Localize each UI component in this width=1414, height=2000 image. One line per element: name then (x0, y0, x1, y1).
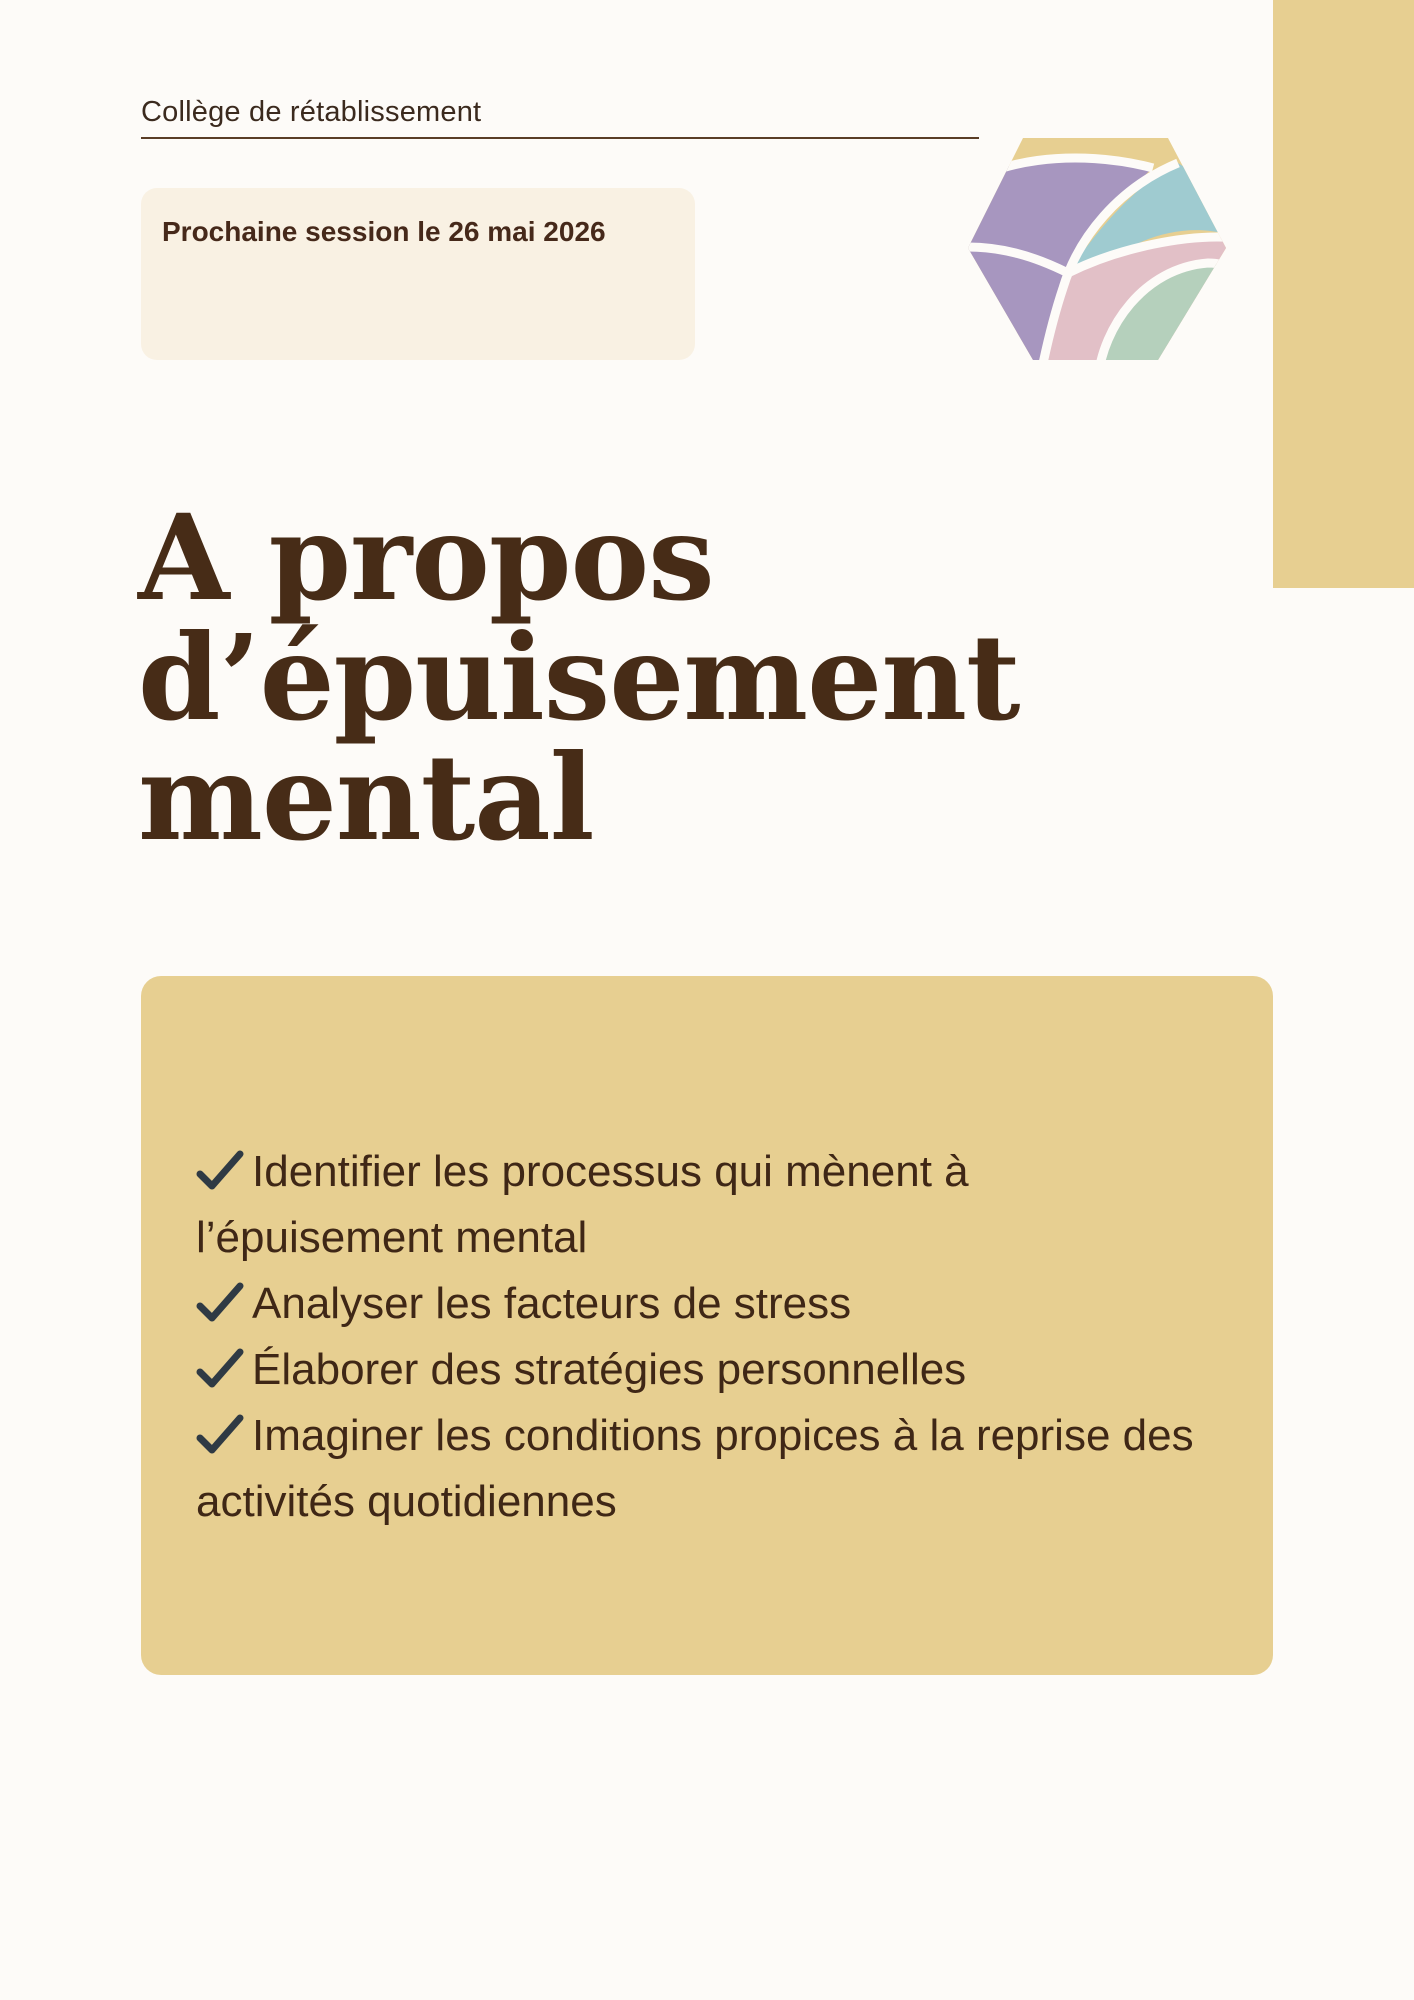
objective-text: Identifier les processus qui mènent à l’épuisement mental (196, 1147, 969, 1262)
title-line-1: A propos (138, 488, 714, 627)
list-item (196, 1337, 1226, 1403)
title-line-3: mental (138, 728, 594, 867)
checkmark-icon (196, 1346, 244, 1390)
checkmark-icon (196, 1148, 244, 1192)
checkmark-icon (196, 1412, 244, 1456)
hexagon-logo-icon (968, 138, 1228, 363)
page-title (138, 488, 1020, 867)
session-info-box (141, 188, 695, 360)
accent-side-band (1273, 0, 1414, 588)
header-divider (141, 137, 979, 139)
objective-text: Analyser les facteurs de stress (252, 1279, 852, 1328)
list-item (196, 1139, 1226, 1271)
objectives-box (141, 976, 1273, 1675)
list-item (196, 1271, 1226, 1337)
objectives-list (196, 1139, 1226, 1535)
objective-text: Imaginer les conditions propices à la reprise des activités quotidiennes (196, 1411, 1194, 1526)
title-line-2: d’épuisement (138, 608, 1020, 747)
list-item (196, 1403, 1226, 1535)
checkmark-icon (196, 1280, 244, 1324)
objective-text: Élaborer des stratégies personnelles (252, 1345, 967, 1394)
session-date: Prochaine session le 26 mai 2026 (162, 216, 606, 247)
organization-name: Collège de rétablissement (141, 96, 482, 128)
